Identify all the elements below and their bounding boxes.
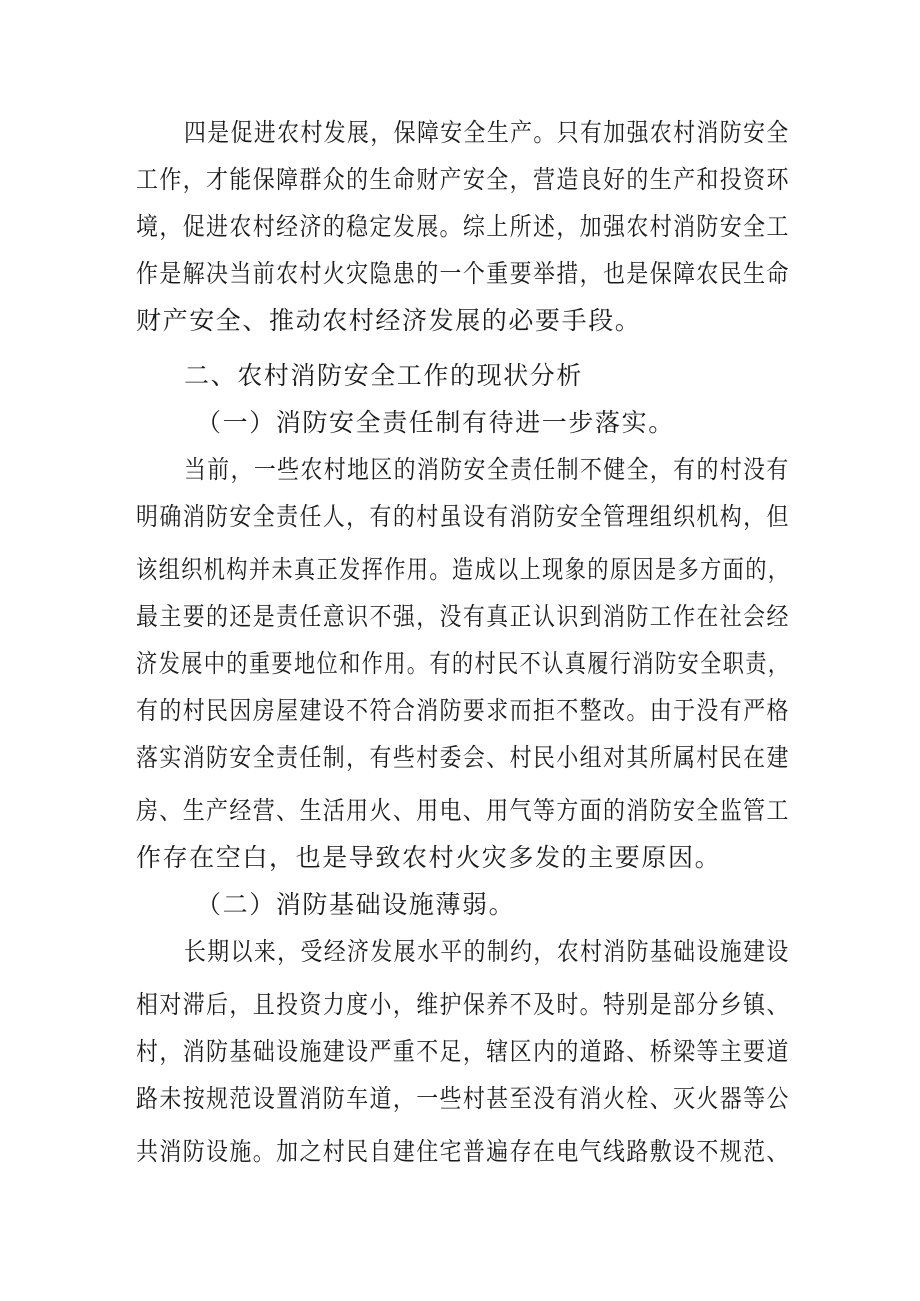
text-line: 长期以来，受经济发展水平的制约，农村消防基础设施建设	[184, 937, 790, 966]
text-line: 济发展中的重要地位和作用。有的村民不认真履行消防安全职责，	[136, 649, 791, 678]
text-line: 当前，一些农村地区的消防安全责任制不健全，有的村没有	[184, 455, 790, 484]
text-line: 工作，才能保障群众的生命财产安全，营造良好的生产和投资环	[136, 165, 790, 194]
text-line: 作存在空白，也是导致农村火灾多发的主要原因。	[136, 843, 722, 872]
text-line: 相对滞后，且投资力度小，维护保养不及时。特别是部分乡镇、	[136, 990, 790, 1019]
text-line: 明确消防安全责任人，有的村虽设有消防安全管理组织机构，但	[136, 502, 790, 531]
subsection-heading: （二）消防基础设施薄弱。	[196, 890, 516, 919]
text-line: 最主要的还是责任意识不强，没有真正认识到消防工作在社会经	[136, 602, 790, 631]
text-line: 房、生产经营、生活用火、用电、用气等方面的消防安全监管工	[136, 796, 790, 825]
text-line: 共消防设施。加之村民自建住宅普遍存在电气线路敷设不规范、	[136, 1137, 790, 1166]
text-line: 落实消防安全责任制，有些村委会、村民小组对其所属村民在建	[136, 743, 790, 772]
subsection-heading: （一）消防安全责任制有待进一步落实。	[196, 408, 675, 437]
text-line: 路未按规范设置消防车道，一些村甚至没有消火栓、灭火器等公	[136, 1084, 790, 1113]
section-heading: 二、农村消防安全工作的现状分析	[184, 361, 584, 390]
text-line: 财产安全、推动农村经济发展的必要手段。	[136, 306, 642, 335]
text-line: 四是促进农村发展，保障安全生产。只有加强农村消防安全	[184, 118, 790, 147]
text-line: 有的村民因房屋建设不符合消防要求而拒不整改。由于没有严格	[136, 696, 790, 725]
text-line: 境，促进农村经济的稳定发展。综上所述，加强农村消防安全工	[136, 212, 790, 241]
text-line: 村，消防基础设施建设严重不足，辖区内的道路、桥梁等主要道	[136, 1037, 790, 1066]
text-line: 作是解决当前农村火灾隐患的一个重要举措，也是保障农民生命	[136, 259, 790, 288]
text-line: 该组织机构并未真正发挥作用。造成以上现象的原因是多方面的，	[136, 555, 791, 584]
